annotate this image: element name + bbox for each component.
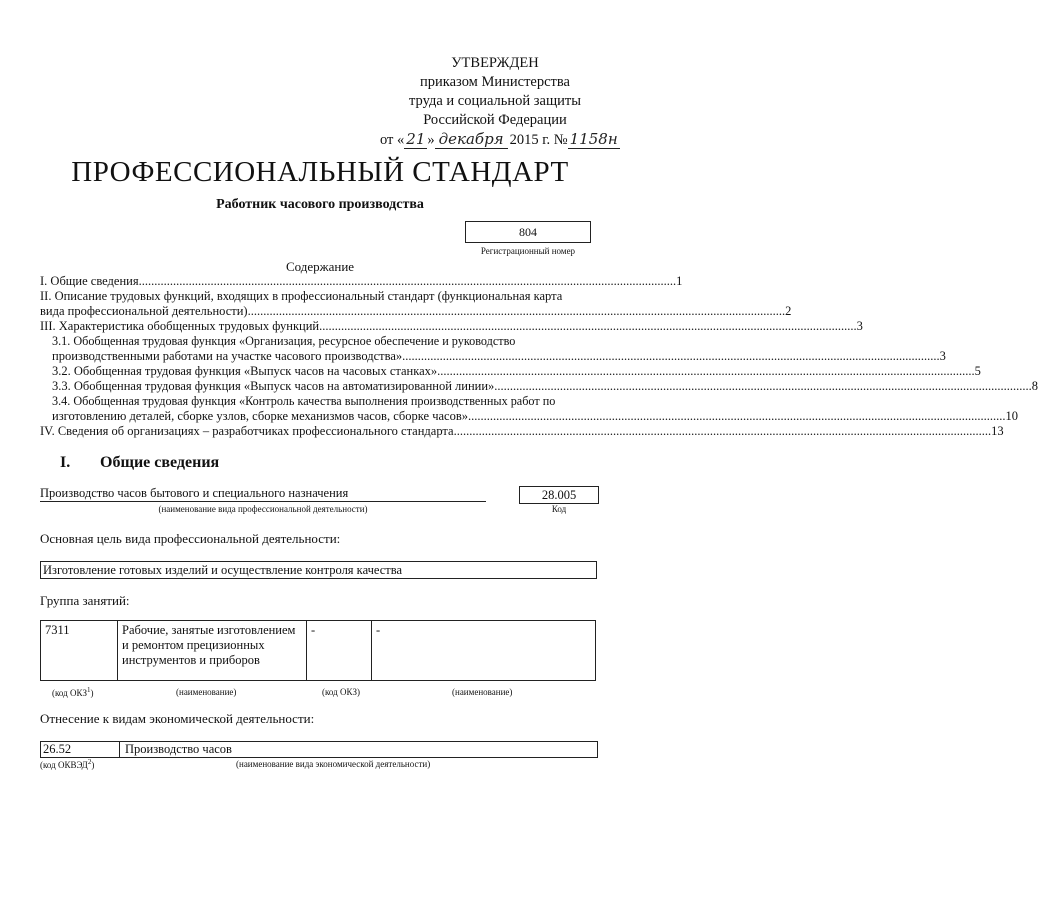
table-of-contents [40,274,1038,444]
registration-number-box: 804 [465,221,591,243]
section-title: Общие сведения [100,454,220,471]
handwritten-day: 21 [406,130,426,148]
okved-row [40,741,598,758]
approval-line-2: приказом Министерства [420,74,570,90]
toc-item[interactable]: 3.3. Обобщенная трудовая функция «Выпуск часов на автоматизированной линии» ............................................................................................................................................................................ 8 [52,379,1038,393]
occupation-name-cell: Рабочие, занятые изготовлением и ремонтом прецизионных инструментов и приборов [118,621,307,681]
activity-code-box: 28.005 [519,486,599,504]
okved-caption-code: (код ОКВЭД$^2$) [40,758,95,770]
activity-name-field: Производство часов бытового и специального назначения [40,486,486,502]
group-label: Группа занятий: [40,593,130,608]
occupation-caption-name: (наименование) [176,687,237,697]
toc-item[interactable]: I. Общие сведения ............................................................................................................................................................................ 1 [40,274,683,288]
toc-item[interactable]: II. Описание трудовых функций, входящих в профессиональный стандарт (функциональная карта вида профессиональной деятельности) ............................................................................................................................................................................ 2 [40,289,792,318]
page-title: ПРОФЕССИОНАЛЬНЫЙ СТАНДАРТ [71,156,569,188]
occupation-name-cell-2: - [372,621,596,681]
toc-item[interactable]: 3.2. Обобщенная трудовая функция «Выпуск часов на часовых станках» ............................................................................................................................................................................ 5 [52,364,981,378]
okz-code-cell-2: - [307,621,372,681]
approval-line-1: УТВЕРЖДЕН [451,55,539,71]
occupation-caption-okz: (код ОКЗ$^1$) [52,686,94,698]
okved-code: 26.52 [43,742,72,756]
standard-subtitle: Работник часового производства [216,197,424,212]
occupation-table [40,620,596,681]
toc-item[interactable]: 3.4. Обобщенная трудовая функция «Контроль качества выполнения производственных работ по изготовлению деталей, сборке узлов, сборке механизмов часов, сборке часов» ............................................................................................................................................................................ 10 [52,394,1018,423]
occupation-caption-name-2: (наименование) [452,687,513,697]
table-row [41,621,596,681]
okved-caption-name: (наименование вида экономической деятельности) [236,759,431,769]
approval-line-3: труда и социальной защиты [409,93,581,109]
toc-item[interactable]: IV. Сведения об организациях – разработчиках профессионального стандарта ............................................................................................................................................................................ 13 [40,424,1004,438]
toc-item[interactable]: 3.1. Обобщенная трудовая функция «Организация, ресурсное обеспечение и руководство производственными работами на участке часового производства» ............................................................................................................................................................................ 3 [52,334,946,363]
okz-code-cell: 7311 [41,621,118,681]
okved-name: Производство часов [125,742,232,756]
activity-name-caption: (наименование вида профессиональной деятельности) [158,504,368,514]
activity-code-caption: Код [551,504,567,514]
section-heading [60,454,219,472]
econ-activity-label: Отнесение к видам экономической деятельности: [40,711,315,726]
handwritten-month: декабря [435,130,508,149]
toc-item[interactable]: III. Характеристика обобщенных трудовых функций ............................................................................................................................................................................ 3 [40,319,863,333]
handwritten-order-number: 1158н [569,130,618,148]
goal-label: Основная цель вида профессиональной деятельности: [40,531,341,546]
goal-field: Изготовление готовых изделий и осуществление контроля качества [40,561,597,579]
contents-heading: Содержание [285,259,355,274]
registration-number-label: Регистрационный номер [480,246,576,256]
occupation-caption-okz-2: (код ОКЗ) [322,687,360,697]
section-number: I. [60,454,71,471]
approval-block [380,54,618,150]
approval-date-line: от « 21 » декабря 2015 г. № 1158н [380,130,618,148]
approval-line-4: Российской Федерации [423,112,567,128]
